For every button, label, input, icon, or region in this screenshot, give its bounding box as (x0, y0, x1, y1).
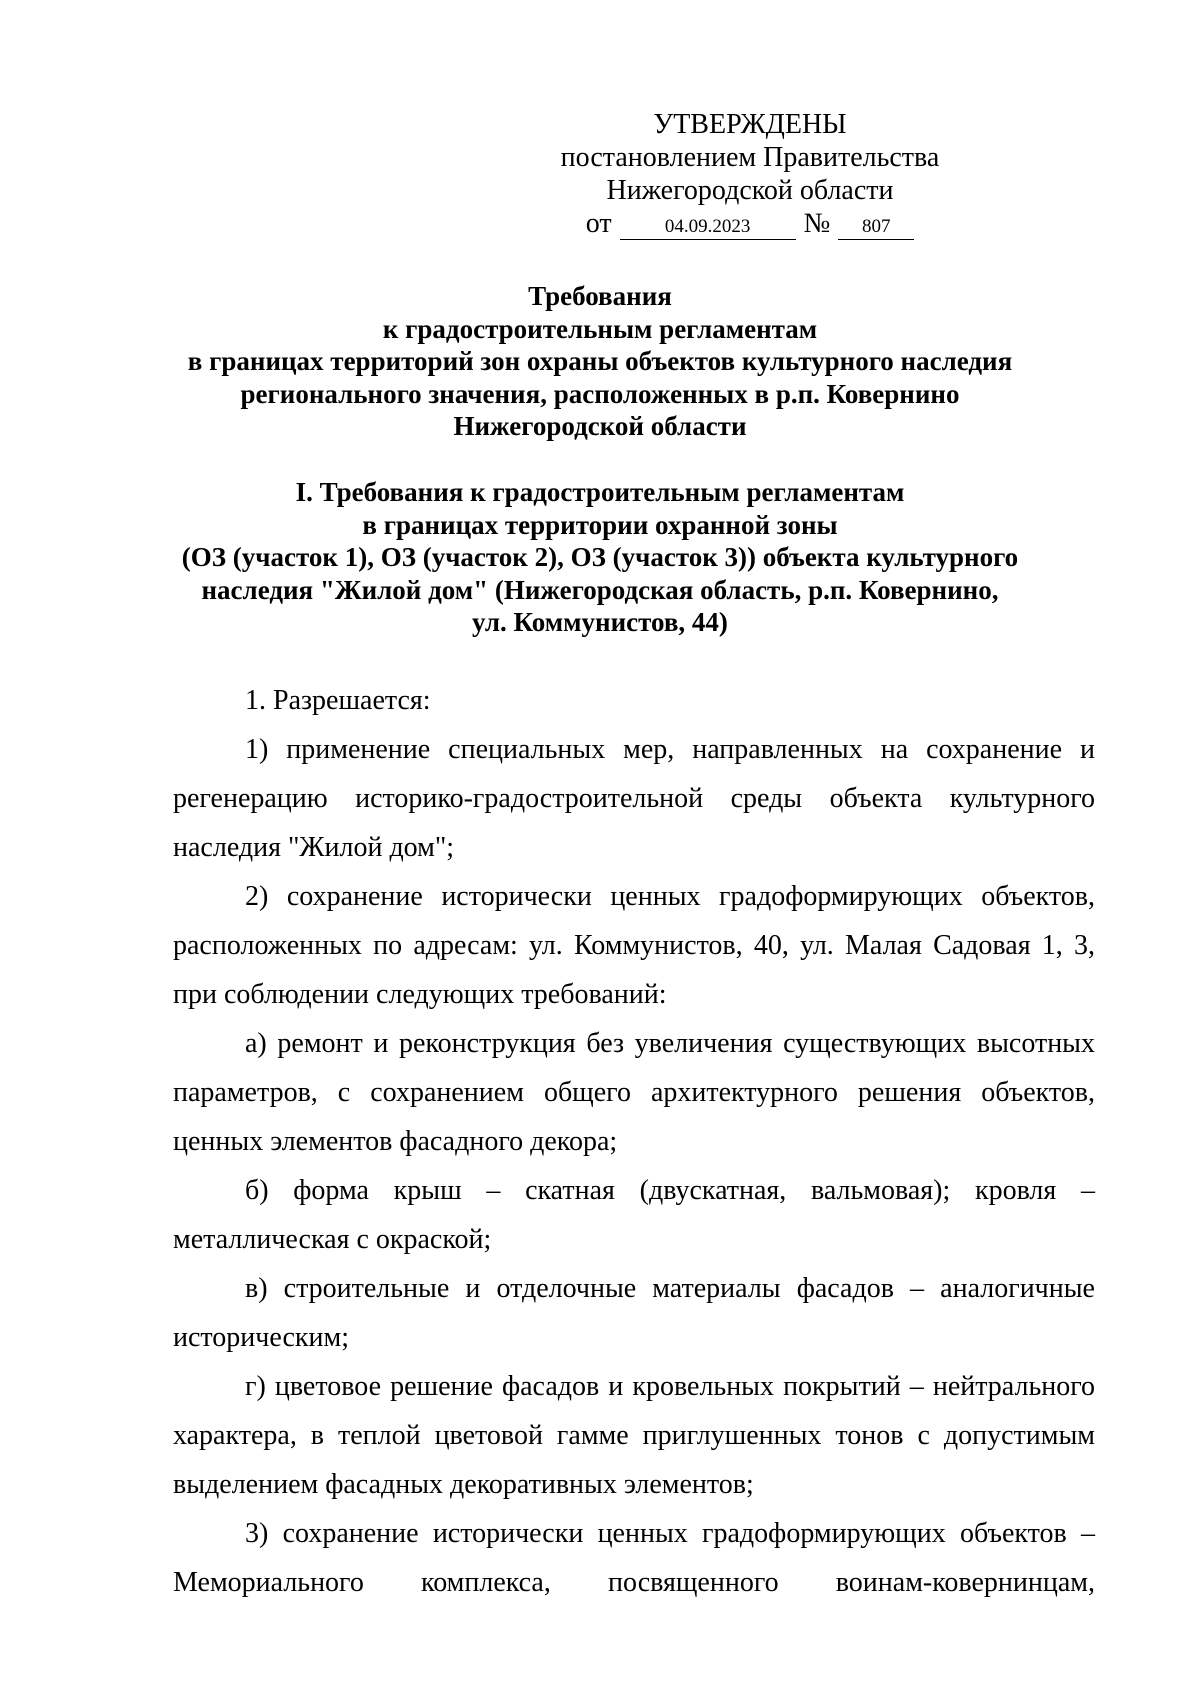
section-heading-line: I. Требования к градостроительным регламентам (295, 477, 905, 507)
paragraph: 2) сохранение исторически ценных градоформирующих объектов, расположенных по адресам: ул. Коммунистов, 40, ул. Малая Садовая 1, 3, при соблюдении следующих требований: (173, 881, 1095, 1010)
paragraph: г) цветовое решение фасадов и кровельных покрытий – нейтрального характера, в теплой цветовой гамме приглушенных тонов с допустимым выделением фасадных декоративных элементов; (173, 1371, 1095, 1500)
paragraph: 1. Разрешается: (245, 685, 431, 716)
section-heading-line: (ОЗ (участок 1), ОЗ (участок 2), ОЗ (участок 3)) объекта культурного (181, 542, 1019, 572)
title-line: регионального значения, расположенных в р.п. Ковернино (240, 378, 960, 409)
title-line: Требования (528, 281, 672, 311)
approval-heading: УТВЕРЖДЕНЫ (653, 109, 847, 140)
paragraph: 1) применение специальных мер, направленных на сохранение и регенерацию историко-градостроительной среды объекта культурного наследия "Жилой дом"; (173, 734, 1095, 863)
approval-line-1: постановлением Правительства (560, 142, 940, 173)
paragraph: б) форма крыш – скатная (двускатная, вальмовая); кровля – металлическая с окраской; (173, 1175, 1095, 1255)
section-heading (150, 476, 1050, 639)
title-line: к градостроительным регламентам (382, 313, 818, 344)
paragraph: а) ремонт и реконструкция без увеличения существующих высотных параметров, с сохранением общего архитектурного решения объектов, ценных элементов фасадного декора; (173, 1028, 1095, 1157)
document-body (173, 676, 1095, 1607)
section-heading-line: ул. Коммунистов, 44) (472, 607, 728, 637)
number-label: № (803, 208, 831, 239)
section-heading-line: в границах территории охранной зоны (362, 509, 838, 540)
approval-line-2: Нижегородской области (606, 175, 894, 206)
approval-date-line (540, 207, 960, 240)
approval-number: 807 (838, 215, 914, 240)
approval-date: 04.09.2023 (620, 215, 796, 240)
title-line: Нижегородской области (453, 411, 747, 441)
from-label: от (585, 208, 612, 239)
approval-stamp (540, 108, 960, 240)
document-title (150, 280, 1050, 443)
title-line: в границах территорий зон охраны объектов культурного наследия (187, 346, 1013, 376)
paragraph: в) строительные и отделочные материалы фасадов – аналогичные историческим; (173, 1273, 1095, 1353)
section-heading-line: наследия "Жилой дом" (Нижегородская область, р.п. Ковернино, (201, 574, 999, 605)
paragraph: 3) сохранение исторически ценных градоформирующих объектов – Мемориального комплекса, посвященного воинам-ковернинцам, (173, 1518, 1095, 1598)
